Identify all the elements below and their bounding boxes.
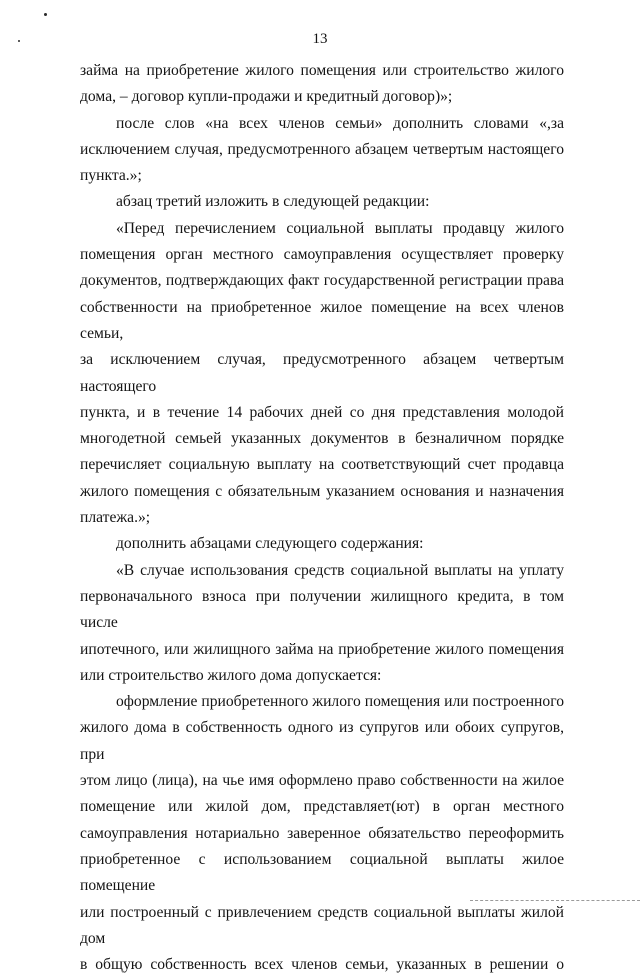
text-line: займа на приобретение жилого помещения или строительство жилого (80, 62, 564, 79)
text-line: пункта, и в течение 14 рабочих дней со дня представления молодой (80, 403, 564, 421)
text-line: за исключением случая, предусмотренного абзацем четвертым настоящего (80, 351, 564, 395)
text-line: собственности на приобретенное жилое помещение на всех членов семьи, (80, 298, 564, 342)
text-line: ипотечного, или жилищного займа на приобретение жилого помещения (80, 640, 564, 658)
text-line: жилого дома в собственность одного из супругов или обоих супругов, при (80, 719, 564, 763)
text-line: первоначального взноса при получении жилищного кредита, в том числе (80, 587, 564, 632)
text-line: дома, – договор купли-продажи и кредитный договор)»; (80, 88, 453, 106)
text-line: платежа.»; (80, 509, 151, 527)
text-line: приобретенное с использованием социальной выплаты жилое помещение (80, 850, 564, 895)
text-line: дополнить абзацами следующего содержания: (116, 535, 424, 553)
text-line: абзац третий изложить в следующей редакции: (116, 193, 430, 211)
text-line: после слов «на всех членов семьи» дополнить словами «,за (116, 114, 564, 132)
text-line: жилого помещения с обязательным указанием основания и назначения (80, 482, 564, 500)
document-body (80, 58, 564, 978)
text-line: или построенный с привлечением средств социальной выплаты жилой дом (80, 903, 564, 947)
text-line: или строительство жилого дома допускается: (80, 666, 382, 684)
scan-speck (44, 13, 47, 16)
text-line: документов, подтверждающих факт государственной регистрации права (80, 272, 564, 290)
text-line: пункта.»; (80, 167, 142, 185)
text-line: многодетной семьей указанных документов в безналичном порядке (80, 430, 564, 448)
text-line: «Перед перечислением социальной выплаты продавцу жилого (116, 219, 564, 237)
text-line: самоуправления нотариально заверенное обязательство переоформить (80, 824, 564, 842)
bottom-edge-line (470, 900, 640, 902)
text-line: помещения орган местного самоуправления осуществляет проверку (80, 246, 564, 264)
text-line: этом лицо (лица), на чье имя оформлено право собственности на жилое (80, 772, 564, 790)
text-line: «В случае использования средств социальной выплаты на уплату (116, 561, 564, 579)
text-line: в общую собственность всех членов семьи, указанных в решении о (80, 956, 564, 974)
page-number: 13 (312, 31, 328, 47)
text-line: помещение или жилой дом, представляет(ют) в орган местного (80, 798, 564, 816)
text-line: оформление приобретенного жилого помещения или построенного (116, 693, 564, 711)
text-line: исключением случая, предусмотренного абзацем четвертым настоящего (80, 140, 564, 158)
text-line: перечисляет социальную выплату на соответствующий счет продавца (80, 456, 564, 474)
